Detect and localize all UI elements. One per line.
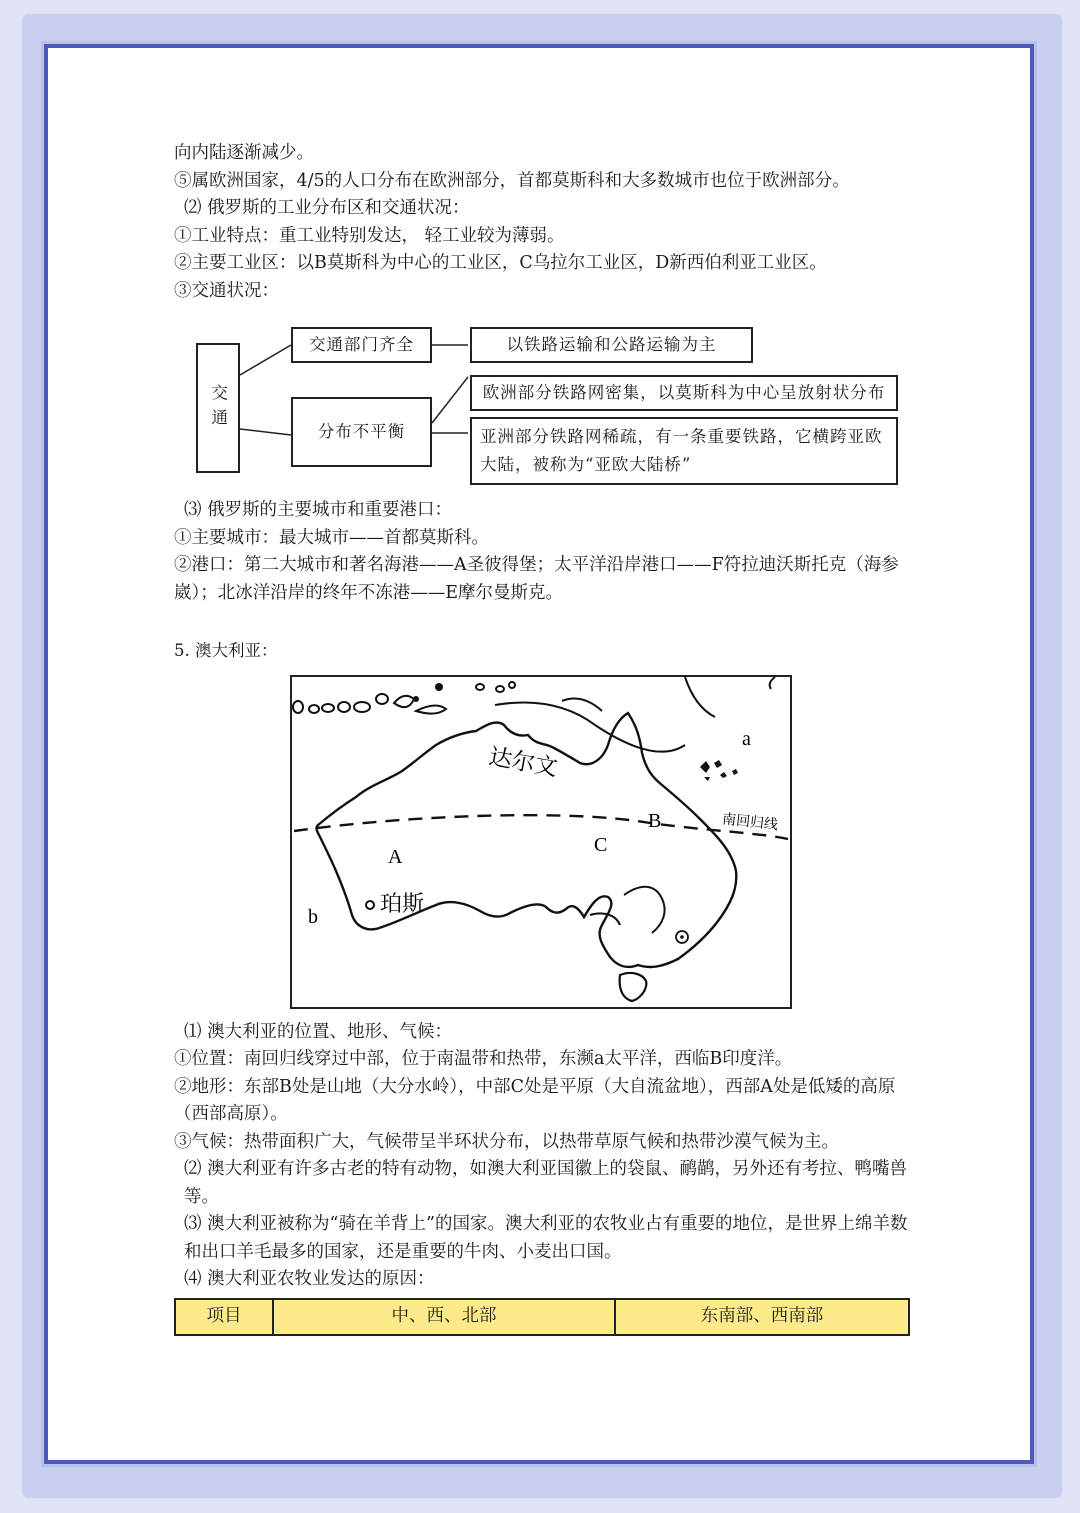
label-B: B — [648, 809, 662, 832]
australia-sub4-title: ⑷ 澳大利亚农牧业发达的原因： — [184, 1269, 435, 1289]
label-tropic: 南回归线 — [721, 811, 779, 833]
russia-point-5: ⑤属欧洲国家，4/5的人口分布在欧洲部分，首都莫斯科和大多数城市也位于欧洲部分。 — [174, 170, 850, 191]
australia-section-title: 5. 澳大利亚： — [174, 641, 278, 660]
ports: ②港口：第二大城市和著名海港——A圣彼得堡；太平洋沿岸港口——F符拉迪沃斯托克（海参崴）；北冰洋沿岸的终年不冻港——E摩尔曼斯克。 — [174, 555, 899, 603]
table-header-cell: 项目 — [175, 1299, 273, 1335]
main-cities: ①主要城市：最大城市——首都莫斯科。 — [174, 527, 489, 548]
label-C: C — [594, 833, 608, 856]
perth-point — [366, 901, 374, 909]
label-darwin: 达尔文 — [487, 743, 560, 781]
transport-title: ③交通状况： — [174, 280, 279, 301]
australia-sub2: ⑵ 澳大利亚有许多古老的特有动物，如澳大利亚国徽上的袋鼠、鸸鹋，另外还有考拉、鸭嘴兽等。 — [184, 1159, 908, 1207]
table-header-cell: 东南部、西南部 — [615, 1299, 909, 1335]
label-a-lower: a — [742, 727, 751, 750]
australia-terrain: ②地形：东部B处是山地（大分水岭），中部C处是平原（大自流盆地），西部A处是低矮的高原（西部高原）。 — [174, 1076, 896, 1124]
australia-sub1-title: ⑴ 澳大利亚的位置、地形、气候： — [184, 1021, 453, 1042]
diagram-root: 交通 — [196, 343, 240, 473]
diagram-leaf-asia: 亚洲部分铁路网稀疏，有一条重要铁路，它横跨亚欧大陆，被称为“亚欧大陆桥” — [470, 417, 898, 485]
agriculture-table — [174, 1298, 910, 1336]
label-A: A — [388, 845, 403, 868]
australia-map-svg — [290, 675, 792, 1009]
industry-zones: ②主要工业区：以B莫斯科为中心的工业区，C乌拉尔工业区，D新西伯利亚工业区。 — [174, 253, 827, 273]
document-content — [174, 140, 914, 1336]
transport-diagram — [174, 313, 914, 491]
diagram-leaf-rail-road: 以铁路运输和公路运输为主 — [470, 327, 753, 363]
diagram-leaf-europe: 欧洲部分铁路网密集，以莫斯科为中心呈放射状分布 — [470, 375, 898, 411]
label-b-lower: b — [308, 905, 318, 928]
text-line: 向内陆逐渐减少。 — [174, 143, 314, 163]
diagram-branch-complete: 交通部门齐全 — [291, 327, 432, 363]
label-perth: 珀斯 — [380, 890, 425, 916]
russia-sub2-title: ⑵ 俄罗斯的工业分布区和交通状况： — [184, 198, 470, 218]
australia-location: ①位置：南回归线穿过中部，位于南温带和热带，东濒a太平洋，西临B印度洋。 — [174, 1049, 793, 1069]
australia-sub3: ⑶ 澳大利亚被称为“骑在羊背上”的国家。澳大利亚的农牧业占有重要的地位，是世界上绵羊数和出口羊毛最多的国家，还是重要的牛肉、小麦出口国。 — [184, 1214, 908, 1262]
table-header-cell: 中、西、北部 — [273, 1299, 615, 1335]
russia-sub3-title: ⑶ 俄罗斯的主要城市和重要港口： — [184, 500, 453, 520]
map-frame — [291, 676, 791, 1008]
diagram-branch-unbalanced: 分布不平衡 — [291, 397, 432, 467]
industry-feature: ①工业特点：重工业特别发达， 轻工业较为薄弱。 — [174, 225, 565, 246]
table-header-row — [175, 1299, 909, 1335]
australia-map — [290, 675, 792, 1009]
australia-climate: ③气候：热带面积广大，气候带呈半环状分布，以热带草原气候和热带沙漠气候为主。 — [174, 1131, 839, 1152]
